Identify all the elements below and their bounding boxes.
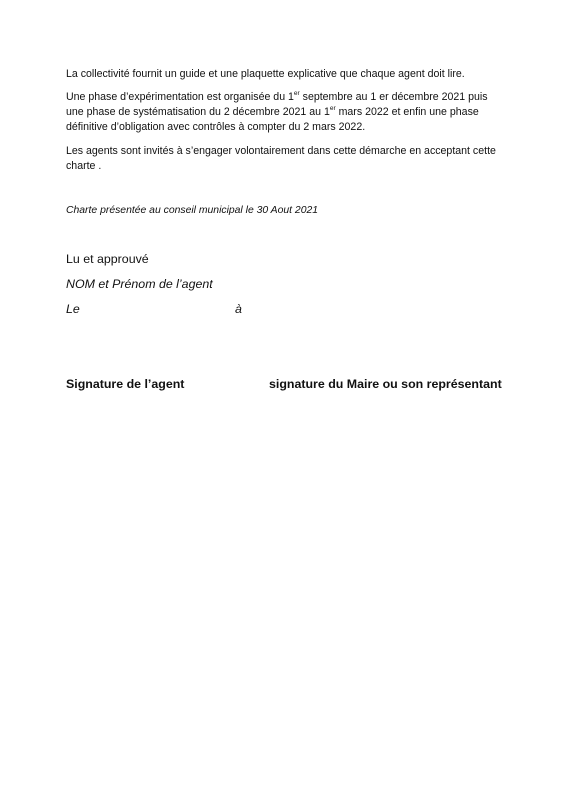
paragraph-guide: La collectivité fournit un guide et une plaquette explicative que chaque agent doit lire.	[66, 68, 465, 80]
phases-text-2: septembre au 1 er décembre 2021 puis une phase de systématisation du 2 décembre 2021 au 1	[66, 91, 488, 118]
date-label: Le	[66, 302, 80, 316]
nom-prenom-label: NOM et Prénom de l’agent	[66, 277, 213, 291]
phases-text-3: mars 2022 et enfin une phase définitive d’obligation avec contrôles à compter du 2 mars 2022.	[66, 106, 479, 133]
signature-maire-label: signature du Maire ou son représentant	[269, 377, 502, 391]
paragraph-engagement: Les agents sont invités à s’engager volontairement dans cette démarche en acceptant cette charte .	[66, 145, 496, 172]
charte-presentation-note: Charte présentée au conseil municipal le 30 Aout 2021	[66, 205, 319, 216]
phases-superscript-2: er	[329, 105, 336, 112]
lu-et-approuve: Lu et approuvé	[66, 252, 149, 266]
signature-agent-label: Signature de l’agent	[66, 377, 185, 391]
place-label: à	[235, 302, 242, 316]
phases-superscript-1: er	[293, 90, 300, 97]
phases-text-1: Une phase d’expérimentation est organisée du 1	[66, 91, 294, 103]
paragraph-phases	[66, 90, 506, 135]
